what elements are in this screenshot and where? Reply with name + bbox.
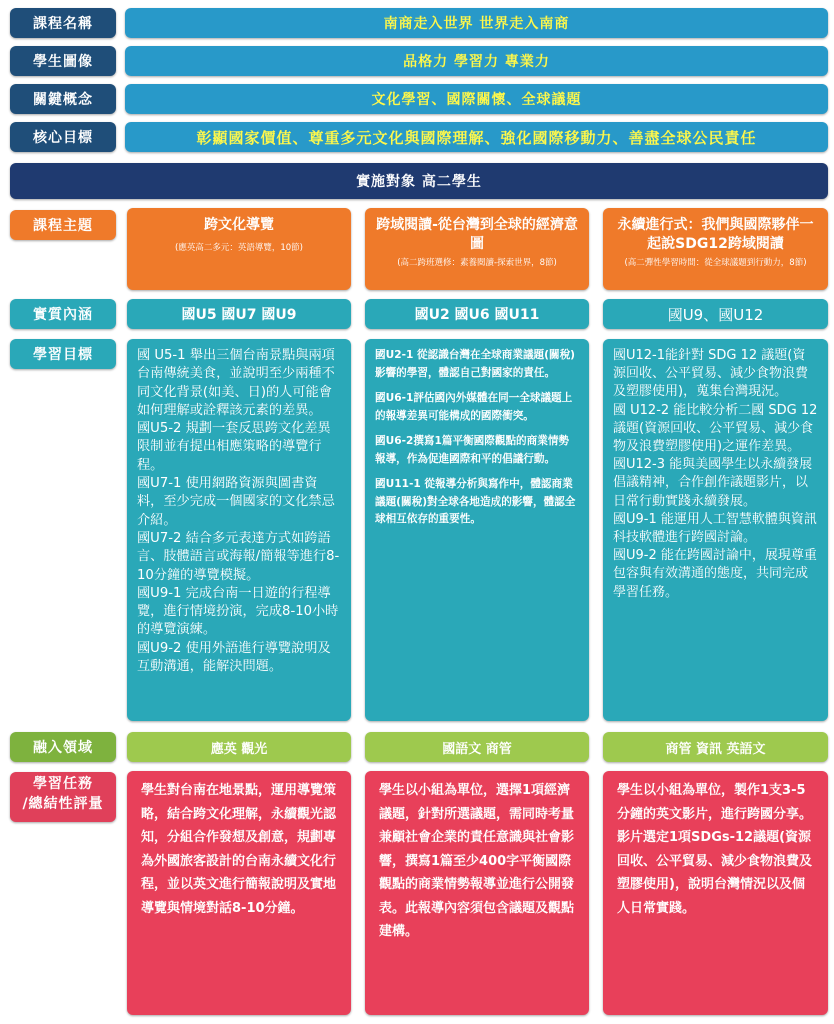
theme-subtitle-3: (高二彈性學習時間：從全球議題到行動力，8節) — [624, 258, 807, 268]
theme-box-1 — [127, 208, 351, 290]
content-box-2: 國U2 國U6 國U11 — [365, 299, 589, 329]
integration-box-2: 國語文 商管 — [365, 732, 589, 762]
theme-subtitle-2: (高二跨班選修：素養閱讀-探索世界，8節) — [397, 258, 557, 268]
goal-item: 國U7-1 使用網路資源與圖書資料，至少完成一個國家的文化禁忌介紹。 — [137, 476, 335, 528]
theme-box-2 — [365, 208, 589, 290]
goal-item: 國U9-1 能運用人工智慧軟體與資訊科技軟體進行跨國討論。 — [613, 511, 817, 546]
goal-item: 國U2-1 從認識台灣在全球商業議題(關稅)影響的學習，體認自己對國家的責任。 — [375, 349, 576, 379]
theme-box-3 — [603, 208, 828, 290]
label-learning-goal: 學習目標 — [10, 339, 116, 369]
core-goal-bar: 彰顯國家價值、尊重多元文化與國際理解、強化國際移動力、善盡全球公民責任 — [125, 122, 828, 152]
goal-item: 國U6-1評估國內外媒體在同一全球議題上的報導差異可能構成的國際衝突。 — [375, 392, 573, 422]
goal-box-2 — [365, 339, 589, 721]
label-integration: 融入領域 — [10, 732, 116, 762]
integration-box-3: 商管 資訊 英語文 — [603, 732, 828, 762]
theme-title-3: 永續進行式：我們與國際夥伴一起說SDG12跨域閱讀 — [617, 217, 814, 252]
label-content: 實質內涵 — [10, 299, 116, 329]
key-concept-bar: 文化學習、國際關懷、全球議題 — [125, 84, 828, 114]
goal-item: 國U6-2撰寫1篇平衡國際觀點的商業情勢報導，作為促進國際和平的倡議行動。 — [375, 435, 570, 465]
goal-item: 國U5-2 規劃一套反思跨文化差異限制並有提出相應策略的導覽行程。 — [137, 421, 331, 473]
theme-title-2: 跨域閱讀-從台灣到全球的經濟意圖 — [376, 217, 578, 252]
label-learning-task — [10, 772, 116, 822]
goal-item: 國U11-1 從報導分析與寫作中，體認商業議題(關稅)對全球各地造成的影響，體認全球相互依存的重要性。 — [375, 478, 576, 525]
label-course-name: 課程名稱 — [10, 8, 116, 38]
goal-item: 國U9-2 使用外語進行導覽說明及互動溝通，能解決問題。 — [137, 640, 331, 675]
task-box-3: 學生以小組為單位，製作1支3-5分鐘的英文影片，進行跨國分享。影片選定1項SDGs-12議題(資源回收、公平貿易、減少食物浪費及塑膠使用)，說明台灣情況以及個人日常實踐。 — [603, 771, 828, 1015]
label-course-theme: 課程主題 — [10, 210, 116, 240]
theme-title-1: 跨文化導覽 — [204, 217, 274, 233]
goal-item: 國U9-1 完成台南一日遊的行程導覽，進行情境扮演，完成8-10小時的導覽演練。 — [137, 585, 339, 638]
label-learning-task-line1: 學習任務 — [33, 776, 93, 792]
goal-box-3 — [603, 339, 828, 721]
label-core-goal: 核心目標 — [10, 122, 116, 152]
goal-item: 國U7-2 結合多元表達方式如跨語言、肢體語言或海報/簡報等進行8-10分鐘的導覽模擬。 — [137, 530, 340, 583]
goal-item: 國U12-1能針對 SDG 12 議題(資源回收、公平貿易、減少食物浪費及塑膠使用)，蒐集台灣現況。 — [613, 348, 809, 400]
goal-item: 國 U12-2 能比較分析二國 SDG 12 議題(資源回收、公平貿易、減少食物及浪費塑膠使用)之運作差異。 — [613, 402, 818, 455]
target-audience-bar: 實施對象 高二學生 — [10, 163, 828, 199]
task-box-2: 學生以小組為單位，選擇1項經濟議題，針對所選議題，需同時考量兼顧社會企業的責任意識與社會影響，撰寫1篇至少400字平衡國際觀點的商業情勢報導並進行公開發表。此報導內容須包含議題及觀點建構。 — [365, 771, 589, 1015]
student-profile-bar: 品格力 學習力 專業力 — [125, 46, 828, 76]
content-box-3: 國U9、國U12 — [603, 299, 828, 329]
course-name-bar: 南商走入世界 世界走入南商 — [125, 8, 828, 38]
task-box-1: 學生對台南在地景點，運用導覽策略，結合跨文化理解，永續觀光認知，分組合作發想及創意，規劃專為外國旅客設計的台南永續文化行程，並以英文進行簡報說明及實地導覽與情境對話8-10分鐘。 — [127, 771, 351, 1015]
goal-item: 國 U5-1 舉出三個台南景點與兩項台南傳統美食，並說明至少兩種不同文化背景(如美、日)的人可能會如何理解或詮釋該元素的差異。 — [137, 348, 335, 418]
label-student-profile: 學生圖像 — [10, 46, 116, 76]
goal-item: 國U9-2 能在跨國討論中，展現尊重包容與有效溝通的態度，共同完成學習任務。 — [613, 548, 817, 600]
goal-item: 國U12-3 能與美國學生以永續發展倡議精神，合作創作議題影片，以日常行動實踐永續發展。 — [613, 457, 813, 509]
theme-subtitle-1: (應英高二多元：英語導覽，10節) — [175, 243, 303, 253]
content-box-1: 國U5 國U7 國U9 — [127, 299, 351, 329]
label-key-concept: 關鍵概念 — [10, 84, 116, 114]
label-learning-task-line2: /總結性評量 — [22, 796, 104, 812]
goal-box-1 — [127, 339, 351, 721]
integration-box-1: 應英 觀光 — [127, 732, 351, 762]
